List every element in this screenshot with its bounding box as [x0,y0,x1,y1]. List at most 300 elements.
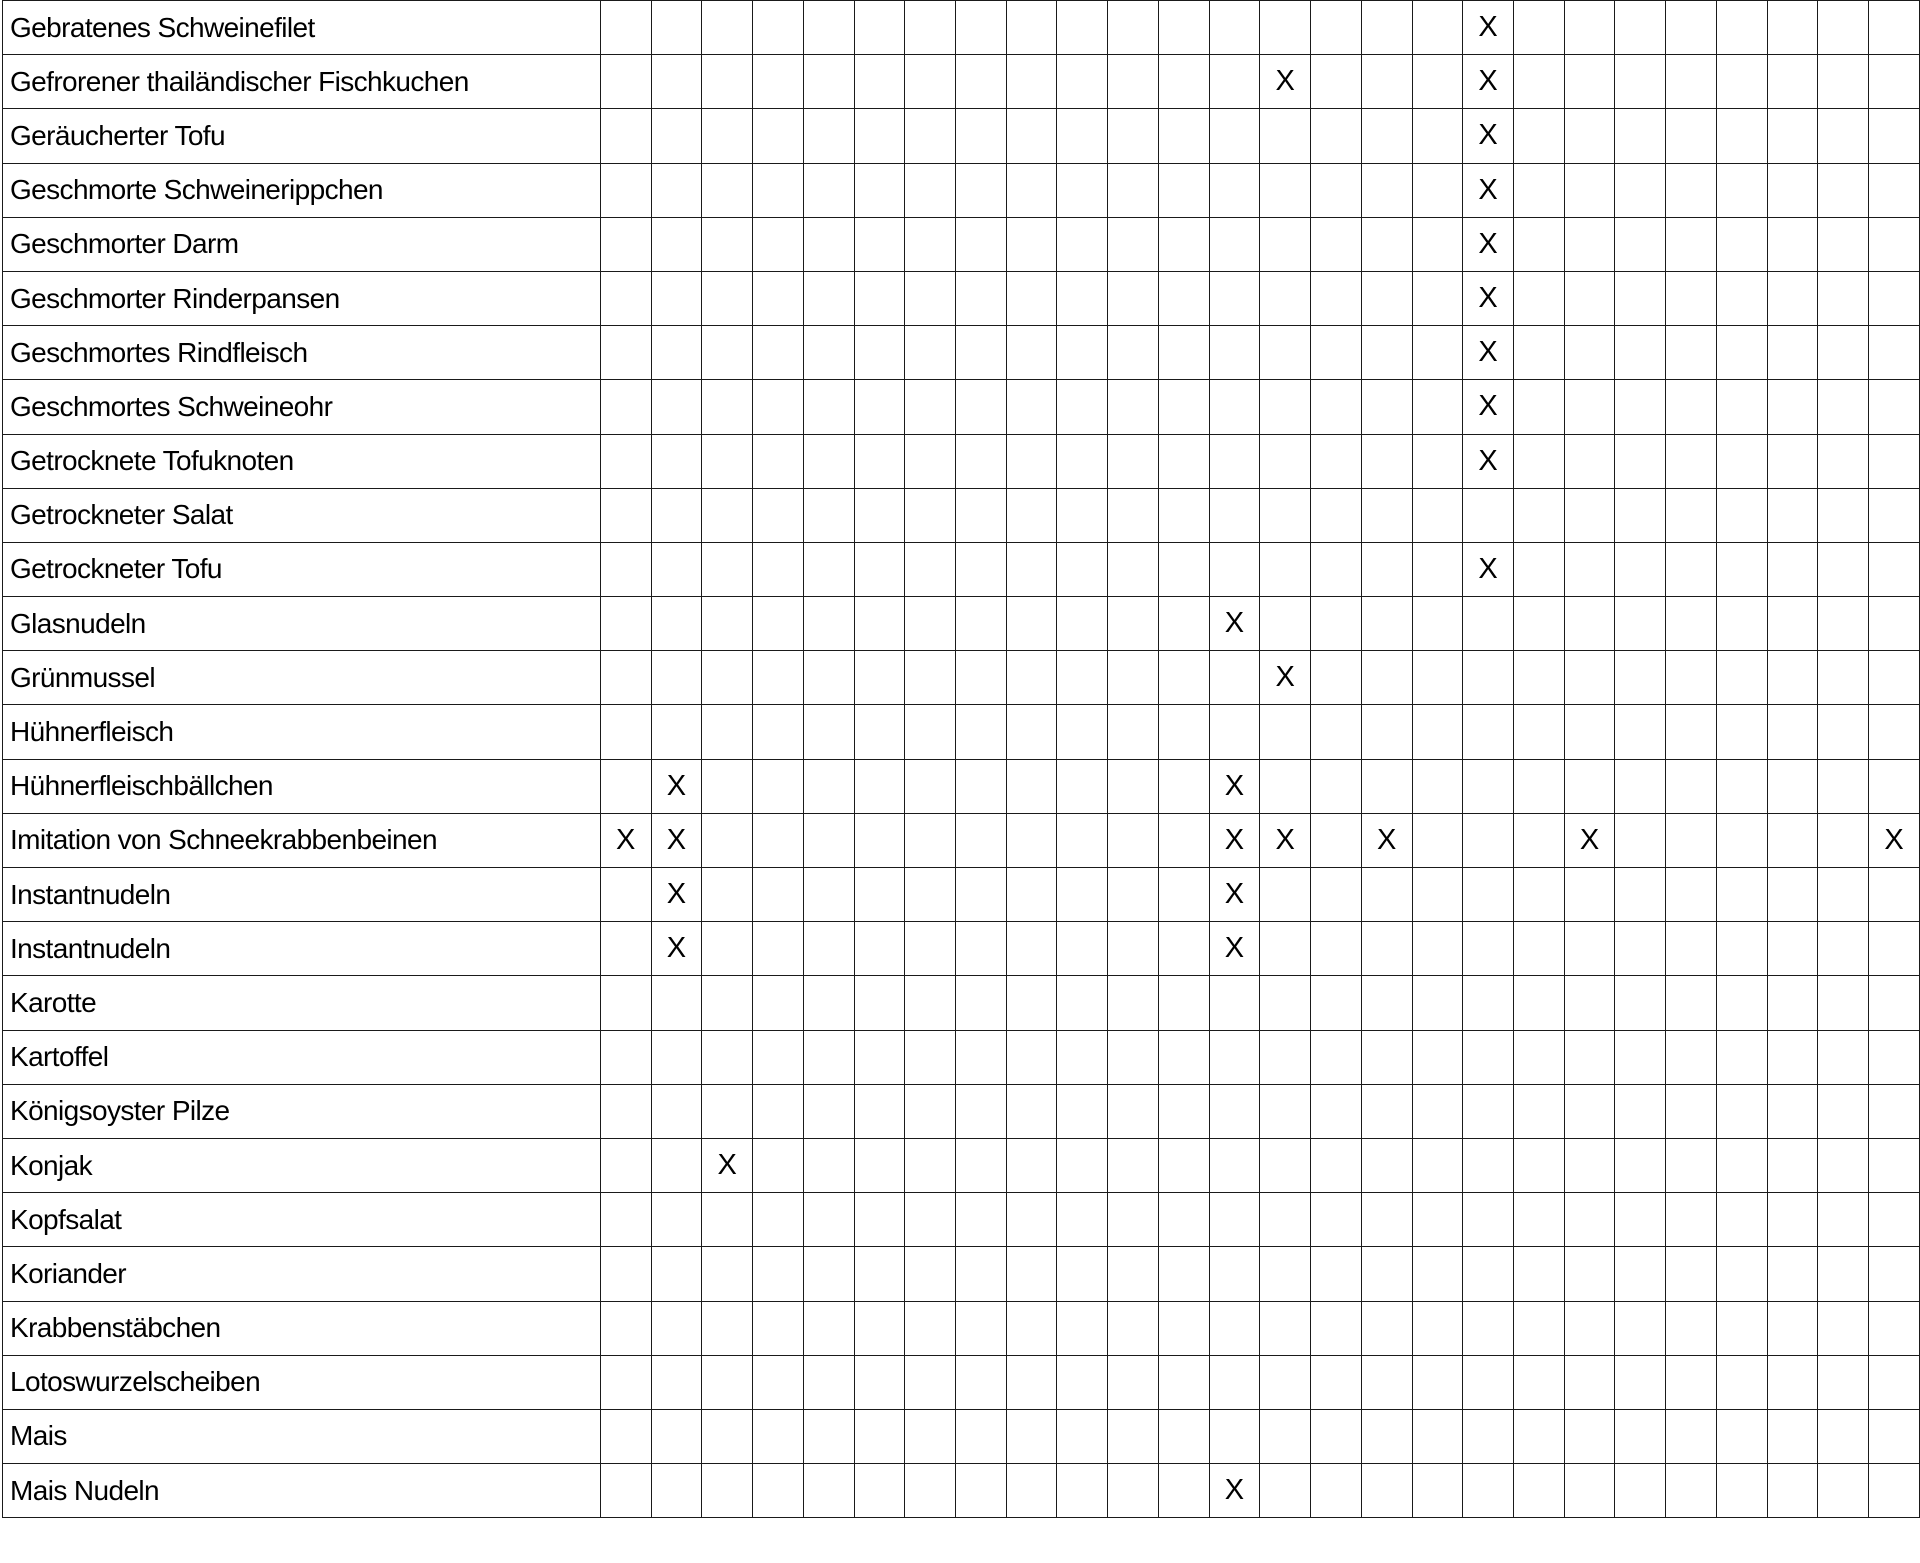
mark-cell [1209,434,1260,488]
ingredient-matrix-body [3,1,1920,1518]
mark-cell [1260,542,1311,596]
mark-cell [1615,1355,1666,1409]
mark-cell [1108,1464,1159,1518]
mark-cell [1869,488,1920,542]
mark-cell: X [1260,813,1311,867]
mark-cell [905,705,956,759]
mark-cell [1057,597,1108,651]
mark-cell [1209,1355,1260,1409]
mark-cell [1108,271,1159,325]
mark-cell [1057,271,1108,325]
mark-cell [1412,217,1463,271]
mark-cell [1716,542,1767,596]
mark-cell [1361,326,1412,380]
mark-cell [1412,1030,1463,1084]
mark-cell [955,1355,1006,1409]
mark-cell [1209,271,1260,325]
mark-cell [1260,271,1311,325]
mark-cell [955,705,1006,759]
mark-cell [753,488,804,542]
mark-cell [1513,651,1564,705]
mark-cell [1716,380,1767,434]
mark-cell [1615,109,1666,163]
mark-cell [1158,976,1209,1030]
mark-cell [1311,326,1362,380]
mark-cell [905,55,956,109]
table-row [3,976,1920,1030]
mark-cell [905,1030,956,1084]
mark-cell [1209,1084,1260,1138]
ingredient-name-cell: Hühnerfleisch [3,705,601,759]
mark-cell [955,271,1006,325]
mark-cell [702,1084,753,1138]
mark-cell [803,488,854,542]
mark-cell: X [1564,813,1615,867]
mark-cell [651,488,702,542]
mark-cell [854,434,905,488]
ingredient-name-cell: Geschmortes Rindfleisch [3,326,601,380]
mark-cell [1006,271,1057,325]
mark-cell [1361,163,1412,217]
mark-cell [1412,705,1463,759]
mark-cell [1564,1030,1615,1084]
mark-cell [1666,1355,1717,1409]
mark-cell [1311,1193,1362,1247]
mark-cell [1615,597,1666,651]
mark-cell [600,1355,651,1409]
mark-cell [600,434,651,488]
ingredient-name-cell: Kopfsalat [3,1193,601,1247]
mark-cell [1158,759,1209,813]
mark-cell [1412,976,1463,1030]
mark-cell [1108,1301,1159,1355]
mark-cell [1158,1464,1209,1518]
mark-cell [1108,326,1159,380]
mark-cell: X [1209,597,1260,651]
mark-cell [1057,705,1108,759]
mark-cell [1209,1301,1260,1355]
mark-cell [1615,976,1666,1030]
table-row [3,326,1920,380]
mark-cell [600,1138,651,1192]
mark-cell [702,326,753,380]
mark-cell [1869,1193,1920,1247]
mark-cell [702,1301,753,1355]
mark-cell [1513,868,1564,922]
mark-cell [1666,217,1717,271]
mark-cell [1311,705,1362,759]
table-row [3,488,1920,542]
mark-cell [1818,1030,1869,1084]
mark-cell [702,488,753,542]
mark-cell [1666,705,1717,759]
mark-cell [1260,1193,1311,1247]
mark-cell [1716,488,1767,542]
mark-cell [854,1247,905,1301]
mark-cell [651,705,702,759]
mark-cell [1260,380,1311,434]
ingredient-name-cell: Geschmorte Schweinerippchen [3,163,601,217]
mark-cell [905,651,956,705]
mark-cell [1361,976,1412,1030]
mark-cell [1716,922,1767,976]
mark-cell [1361,868,1412,922]
mark-cell [955,1138,1006,1192]
mark-cell [1057,759,1108,813]
mark-cell [753,55,804,109]
ingredient-name-cell: Mais [3,1409,601,1463]
mark-cell [854,976,905,1030]
mark-cell [1767,1084,1818,1138]
mark-cell [1006,1030,1057,1084]
mark-cell [1158,434,1209,488]
mark-cell [905,759,956,813]
ingredient-matrix-table [2,0,1920,1518]
mark-cell [1869,1,1920,55]
mark-cell [1006,109,1057,163]
mark-cell [753,651,804,705]
mark-cell [854,217,905,271]
mark-cell: X [1463,55,1514,109]
mark-cell [753,1247,804,1301]
mark-cell [1006,597,1057,651]
mark-cell [600,380,651,434]
mark-cell [1767,55,1818,109]
mark-cell [1006,651,1057,705]
ingredient-name-cell: Lotoswurzelscheiben [3,1355,601,1409]
mark-cell [753,1,804,55]
mark-cell [600,217,651,271]
mark-cell [651,55,702,109]
mark-cell [1361,651,1412,705]
mark-cell [1361,1464,1412,1518]
mark-cell [854,1,905,55]
mark-cell [1513,1301,1564,1355]
mark-cell [1361,1,1412,55]
ingredient-name-cell: Kartoffel [3,1030,601,1084]
mark-cell [1361,1084,1412,1138]
mark-cell [651,163,702,217]
mark-cell [1767,1138,1818,1192]
mark-cell [1463,922,1514,976]
mark-cell [1209,705,1260,759]
table-row [3,922,1920,976]
mark-cell [1108,434,1159,488]
mark-cell [1158,1247,1209,1301]
mark-cell [1158,922,1209,976]
mark-cell [1412,813,1463,867]
mark-cell [905,1247,956,1301]
mark-cell [1513,976,1564,1030]
mark-cell [803,1084,854,1138]
mark-cell [753,380,804,434]
mark-cell [955,759,1006,813]
mark-cell [1412,1084,1463,1138]
mark-cell [1716,1464,1767,1518]
mark-cell [854,1193,905,1247]
mark-cell [1311,759,1362,813]
mark-cell [1615,55,1666,109]
mark-cell [1767,271,1818,325]
mark-cell [1260,597,1311,651]
mark-cell [1311,1355,1362,1409]
mark-cell [1057,922,1108,976]
mark-cell [651,1084,702,1138]
mark-cell [1412,1247,1463,1301]
mark-cell [1108,651,1159,705]
mark-cell [1767,597,1818,651]
mark-cell [1513,488,1564,542]
mark-cell [1158,109,1209,163]
mark-cell [1513,705,1564,759]
mark-cell [1108,380,1159,434]
mark-cell: X [1869,813,1920,867]
mark-cell [1260,1355,1311,1409]
mark-cell [1869,542,1920,596]
mark-cell [1311,434,1362,488]
mark-cell [753,1138,804,1192]
mark-cell [1716,1193,1767,1247]
mark-cell [1513,1030,1564,1084]
mark-cell [1209,326,1260,380]
mark-cell [651,1409,702,1463]
mark-cell [1818,868,1869,922]
mark-cell [1057,651,1108,705]
mark-cell [1513,271,1564,325]
mark-cell [1818,109,1869,163]
mark-cell [1564,1464,1615,1518]
mark-cell [1006,434,1057,488]
mark-cell [1869,55,1920,109]
ingredient-name-cell: Karotte [3,976,601,1030]
mark-cell [1767,434,1818,488]
mark-cell [1818,976,1869,1030]
mark-cell [1716,705,1767,759]
mark-cell [1869,434,1920,488]
mark-cell [1869,868,1920,922]
mark-cell [1209,1138,1260,1192]
mark-cell [702,542,753,596]
mark-cell [1666,1301,1717,1355]
mark-cell [651,1247,702,1301]
mark-cell [1057,1030,1108,1084]
mark-cell [1869,597,1920,651]
mark-cell [1818,163,1869,217]
mark-cell [1463,597,1514,651]
mark-cell [1006,326,1057,380]
mark-cell [1057,434,1108,488]
mark-cell [955,1301,1006,1355]
mark-cell [1513,1355,1564,1409]
mark-cell [1057,326,1108,380]
mark-cell [803,976,854,1030]
mark-cell [1158,1,1209,55]
mark-cell [1311,488,1362,542]
mark-cell [1716,1247,1767,1301]
mark-cell: X [651,868,702,922]
mark-cell [600,651,651,705]
mark-cell [803,380,854,434]
mark-cell [1615,1464,1666,1518]
mark-cell [1412,1355,1463,1409]
mark-cell [1158,488,1209,542]
mark-cell [1666,488,1717,542]
table-row [3,597,1920,651]
ingredient-name-cell: Geschmorter Rinderpansen [3,271,601,325]
table-row [3,868,1920,922]
mark-cell [702,705,753,759]
mark-cell [1716,597,1767,651]
table-row [3,1409,1920,1463]
mark-cell [1869,380,1920,434]
mark-cell [1158,163,1209,217]
mark-cell [955,813,1006,867]
mark-cell [1716,217,1767,271]
mark-cell [1311,380,1362,434]
mark-cell [600,271,651,325]
mark-cell [600,1030,651,1084]
mark-cell [1412,326,1463,380]
mark-cell [1057,217,1108,271]
table-row [3,1084,1920,1138]
mark-cell [1108,542,1159,596]
mark-cell [1666,271,1717,325]
mark-cell [1767,1193,1818,1247]
mark-cell [803,1138,854,1192]
mark-cell [854,868,905,922]
mark-cell [1666,109,1717,163]
mark-cell [905,813,956,867]
mark-cell [1006,163,1057,217]
mark-cell [1666,434,1717,488]
mark-cell [803,759,854,813]
mark-cell: X [1463,1,1514,55]
mark-cell [1311,868,1362,922]
mark-cell [1158,813,1209,867]
mark-cell [854,271,905,325]
mark-cell [854,1030,905,1084]
mark-cell [753,163,804,217]
mark-cell [702,271,753,325]
mark-cell [803,1030,854,1084]
mark-cell [1006,1464,1057,1518]
mark-cell [803,1247,854,1301]
mark-cell [1513,597,1564,651]
mark-cell [1666,597,1717,651]
mark-cell [1057,109,1108,163]
mark-cell [955,109,1006,163]
mark-cell [702,109,753,163]
ingredient-name-cell: Mais Nudeln [3,1464,601,1518]
mark-cell [1818,922,1869,976]
mark-cell [1260,163,1311,217]
mark-cell [1564,1355,1615,1409]
mark-cell [1767,326,1818,380]
mark-cell [1564,434,1615,488]
mark-cell [1006,813,1057,867]
mark-cell [1615,1084,1666,1138]
mark-cell [1767,922,1818,976]
mark-cell [702,1464,753,1518]
mark-cell [1615,434,1666,488]
mark-cell: X [1463,109,1514,163]
mark-cell [1818,217,1869,271]
mark-cell [600,597,651,651]
mark-cell [753,813,804,867]
mark-cell: X [1209,1464,1260,1518]
mark-cell [1666,813,1717,867]
mark-cell [1666,976,1717,1030]
mark-cell [1260,1301,1311,1355]
mark-cell: X [651,922,702,976]
table-row [3,55,1920,109]
mark-cell [600,542,651,596]
mark-cell [1108,1,1159,55]
mark-cell [1615,1030,1666,1084]
mark-cell [1716,1301,1767,1355]
mark-cell [905,1464,956,1518]
table-row [3,542,1920,596]
table-row [3,813,1920,867]
mark-cell [854,597,905,651]
mark-cell [1767,1409,1818,1463]
mark-cell [1513,1138,1564,1192]
mark-cell [854,1409,905,1463]
mark-cell [1615,542,1666,596]
mark-cell [1057,163,1108,217]
mark-cell [1108,813,1159,867]
mark-cell [803,55,854,109]
mark-cell [1869,1409,1920,1463]
mark-cell [955,55,1006,109]
mark-cell [1666,868,1717,922]
mark-cell [905,976,956,1030]
mark-cell [905,488,956,542]
ingredient-name-cell: Instantnudeln [3,868,601,922]
mark-cell [1463,651,1514,705]
mark-cell [854,813,905,867]
mark-cell [803,1193,854,1247]
mark-cell: X [651,759,702,813]
mark-cell [1209,1247,1260,1301]
mark-cell [600,759,651,813]
mark-cell [1006,55,1057,109]
mark-cell [854,1084,905,1138]
mark-cell [1716,651,1767,705]
mark-cell [1311,922,1362,976]
mark-cell [1412,922,1463,976]
mark-cell [1361,597,1412,651]
table-row [3,271,1920,325]
mark-cell [1818,1464,1869,1518]
mark-cell [1311,1084,1362,1138]
mark-cell [600,55,651,109]
mark-cell [1006,705,1057,759]
mark-cell [1311,271,1362,325]
mark-cell [1209,1193,1260,1247]
mark-cell [1361,55,1412,109]
table-row [3,1355,1920,1409]
mark-cell [702,1409,753,1463]
mark-cell [955,976,1006,1030]
mark-cell [702,1355,753,1409]
mark-cell [753,597,804,651]
mark-cell [1463,1193,1514,1247]
mark-cell [1361,705,1412,759]
mark-cell [955,380,1006,434]
mark-cell [1260,488,1311,542]
table-row [3,1193,1920,1247]
